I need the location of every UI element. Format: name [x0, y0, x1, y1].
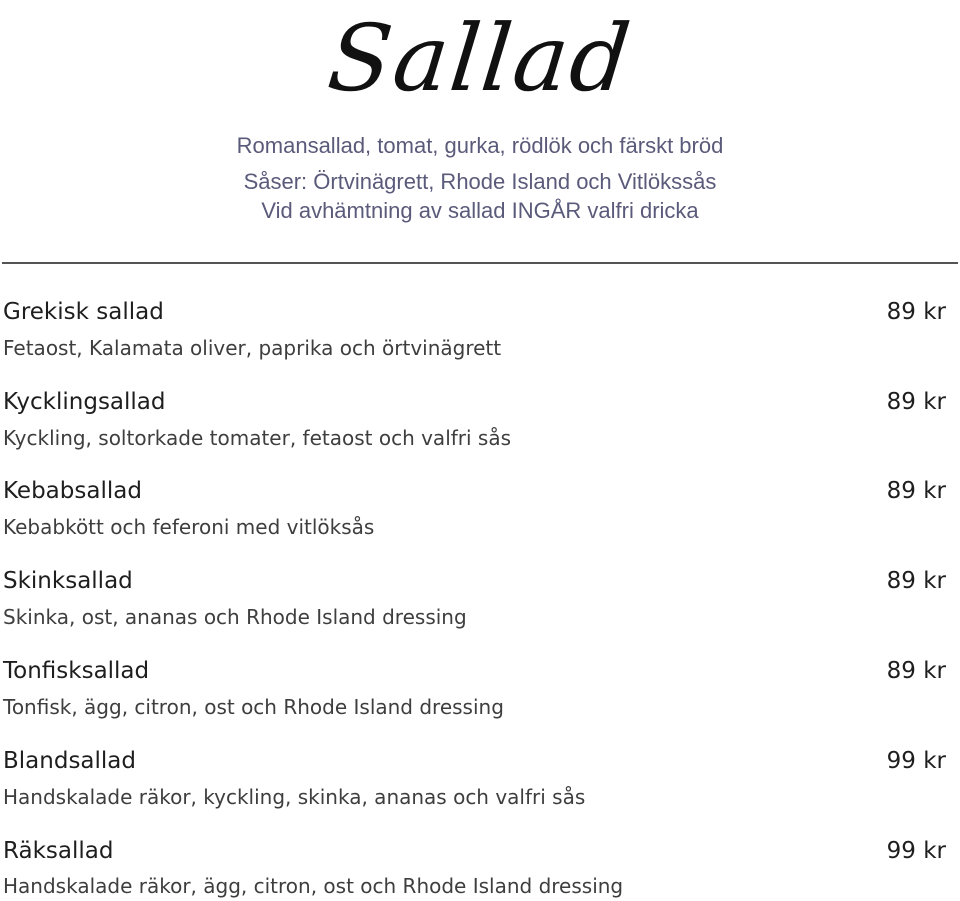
intro-line-base: Romansallad, tomat, gurka, rödlök och färskt bröd — [236, 133, 724, 158]
item-description: Tonfisk, ägg, citron, ost och Rhode Island dressing — [3, 695, 504, 719]
item-name: Skinksallad — [3, 568, 133, 594]
item-price: 99 kr — [886, 748, 946, 774]
item-description: Handskalade räkor, kyckling, skinka, ananas och valfri sås — [3, 785, 586, 809]
item-price: 89 kr — [886, 389, 946, 415]
item-description: Handskalade räkor, ägg, citron, ost och Rhode Island dressing — [3, 874, 624, 898]
item-price: 99 kr — [886, 838, 946, 864]
item-price: 89 kr — [886, 658, 946, 684]
intro-line-sauces: Såser: Örtvinägrett, Rhode Island och Vitlökssås — [243, 169, 717, 194]
item-name: Räksallad — [3, 838, 114, 864]
item-name: Kycklingsallad — [3, 389, 166, 415]
item-description: Skinka, ost, ananas och Rhode Island dressing — [3, 605, 467, 629]
item-name: Tonfisksallad — [3, 658, 150, 684]
item-description: Kebabkött och feferoni med vitlöksås — [3, 515, 375, 539]
intro-line-pickup: Vid avhämtning av sallad INGÅR valfri dricka — [261, 198, 699, 223]
page-title: Sallad — [323, 5, 637, 112]
item-description: Kyckling, soltorkade tomater, fetaost och valfri sås — [3, 426, 512, 450]
item-name: Blandsallad — [3, 748, 136, 774]
item-name: Kebabsallad — [3, 478, 142, 504]
item-name: Grekisk sallad — [3, 299, 164, 325]
item-price: 89 kr — [886, 299, 946, 325]
item-price: 89 kr — [886, 478, 946, 504]
item-description: Fetaost, Kalamata oliver, paprika och örtvinägrett — [3, 336, 502, 360]
item-price: 89 kr — [886, 568, 946, 594]
